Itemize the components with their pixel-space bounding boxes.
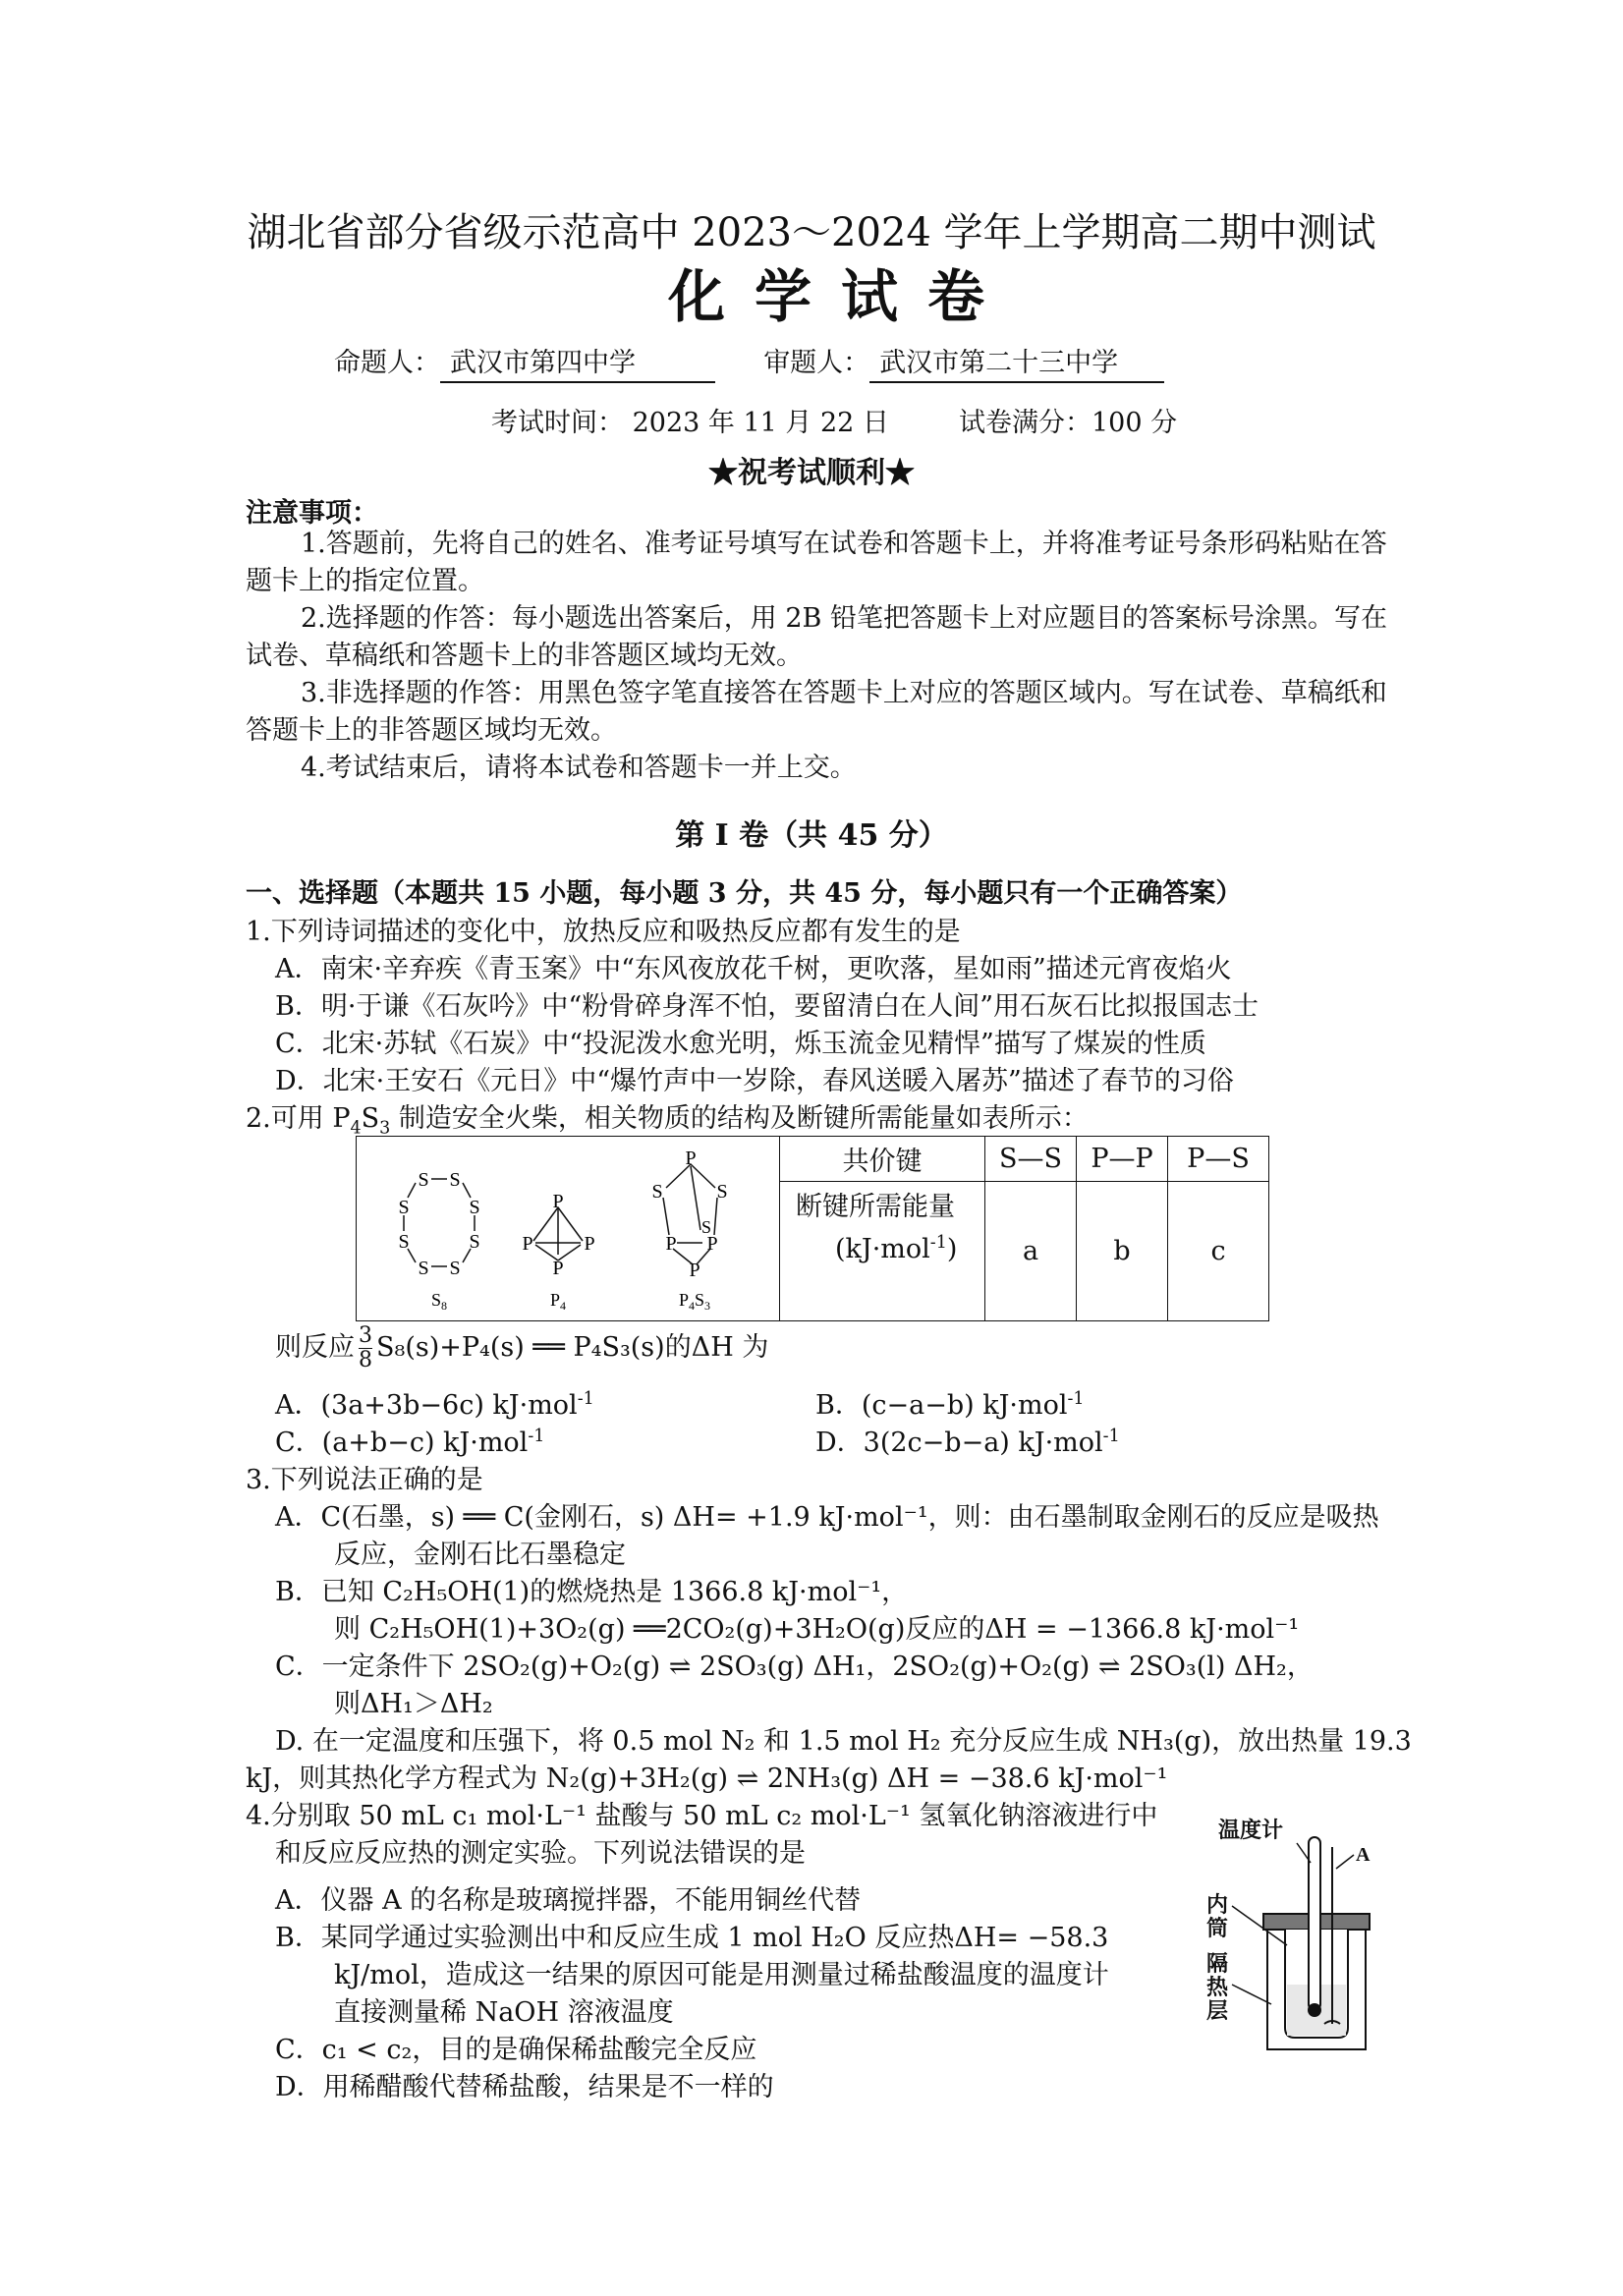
q1-stem: 1.下列诗词描述的变化中，放热反应和吸热反应都有发生的是 — [246, 917, 961, 947]
inner-cup-label-2: 筒 — [1206, 1916, 1229, 1940]
structure-cell — [357, 1137, 780, 1321]
stirrer-label: A — [1356, 1844, 1371, 1866]
calorimeter-figure — [1189, 1808, 1385, 2063]
notice-item-3: 3.非选择题的作答：用黑色签字笔直接答在答题卡上对应的答题区域内。写在试卷、草稿纸和答题卡上的非答题区域均无效。 — [246, 678, 1387, 746]
reviewer-value: 武汉市第二十三中学 — [869, 341, 1164, 383]
q2-reaction-pre: 则反应 — [275, 1332, 355, 1363]
q1-option-d: D．北宋·王安石《元日》中“爆竹声中一岁除，春风送暖入屠苏”描述了春节的习俗 — [275, 1066, 1234, 1096]
notice-item-1: 1.答题前，先将自己的姓名、准考证号填写在试卷和答题卡上，并将准考证号条形码粘贴在答题卡上的指定位置。 — [246, 529, 1387, 596]
notice-item-2: 2.选择题的作答：每小题选出答案后，用 2B 铅笔把答题卡上对应题目的答案标号涂黑。写在试卷、草稿纸和答题卡上的非答题区域均无效。 — [246, 603, 1387, 671]
p4s3-atom: S — [700, 1217, 712, 1237]
s8-atom: S — [449, 1169, 461, 1191]
table-row-label-line2: (kJ·mol$^{-1}$) — [835, 1232, 958, 1264]
thermometer-bulb — [1309, 2004, 1320, 2016]
p4-atom: P — [552, 1258, 564, 1279]
q3-option-c-line2: 则ΔH₁＞ΔH₂ — [334, 1689, 493, 1719]
bond-energy-table — [356, 1136, 1269, 1321]
q2-option-d: D．3(2c−b−a) kJ·mol$^{-1}$ — [815, 1427, 1120, 1458]
s8-label: $S_8$ — [430, 1290, 448, 1313]
q2-option-c: C．(a+b−c) kJ·mol$^{-1}$ — [275, 1427, 545, 1458]
p4-atom: P — [584, 1233, 595, 1255]
subject-title: 化学试卷 — [667, 263, 1014, 330]
molecule-structures — [357, 1137, 779, 1314]
q3-option-b-line1: B．已知 C₂H₅OH(1)的燃烧热是 1366.8 kJ·mol⁻¹， — [275, 1577, 909, 1607]
p4s3-atom: P — [689, 1260, 700, 1281]
author-line — [334, 341, 1164, 383]
q2-reaction — [275, 1324, 768, 1372]
s8-structure — [398, 1169, 479, 1313]
p4-label: $P_4$ — [549, 1290, 567, 1313]
q2-option-b: B．(c−a−b) kJ·mol$^{-1}$ — [815, 1389, 1085, 1421]
q2-stem-sub2: 3 — [379, 1118, 391, 1139]
frac-numerator: 3 — [359, 1323, 372, 1348]
q3-option-c-line1: C．一定条件下 2SO₂(g)+O₂(g) ⇌ 2SO₃(g) ΔH₁，2SO₂(g)+O₂(g) ⇌ 2SO₃(l) ΔH₂， — [275, 1652, 1314, 1682]
p4s3-atom: P — [685, 1148, 697, 1169]
insulation-label-1: 隔 — [1206, 1951, 1229, 1976]
q4-option-b-line3: 直接测量稀 NaOH 溶液温度 — [334, 1997, 674, 2028]
q1-option-a: A．南宋·辛弃疾《青玉案》中“东风夜放花千树，更吹落，星如雨”描述元宵夜焰火 — [275, 954, 1232, 984]
q4-option-d: D．用稀醋酸代替稀盐酸，结果是不一样的 — [275, 2072, 774, 2102]
p4-atom: P — [522, 1233, 533, 1255]
insulation-label-2: 热 — [1206, 1975, 1229, 1999]
p4-atom: P — [552, 1191, 564, 1212]
table-header-ps: P—S — [1168, 1137, 1269, 1182]
table-row-label-line1: 断键所需能量 — [796, 1191, 955, 1222]
author-label: 命题人： — [334, 348, 440, 378]
q4-stem-line1: 4.分别取 50 mL c₁ mol·L⁻¹ 盐酸与 50 mL c₂ mol·L⁻¹ 氢氧化钠溶液进行中 — [246, 1801, 1158, 1831]
reviewer-label: 审题人： — [763, 348, 870, 378]
s8-atom: S — [398, 1197, 410, 1218]
author-value: 武汉市第四中学 — [440, 341, 715, 383]
insulation-label-3: 层 — [1206, 1998, 1229, 2023]
table-header-ss: S—S — [985, 1137, 1077, 1182]
p4s3-atom: P — [706, 1233, 718, 1255]
s8-atom: S — [469, 1197, 480, 1218]
thermometer-label: 温度计 — [1218, 1818, 1284, 1842]
table-value-ps: c — [1168, 1181, 1269, 1320]
frac-denominator: 8 — [359, 1348, 372, 1372]
q2-stem-post: 制造安全火柴，相关物质的结构及断键所需能量如表所示： — [390, 1103, 1089, 1134]
table-value-ss: a — [985, 1181, 1077, 1320]
inner-cup-label-1: 内 — [1206, 1892, 1229, 1917]
s8-atom: S — [398, 1231, 410, 1253]
table-header-pp: P—P — [1077, 1137, 1168, 1182]
q4-stem-line2: 和反应反应热的测定实验。下列说法错误的是 — [275, 1838, 806, 1869]
notice-title: 注意事项： — [246, 498, 378, 529]
p4s3-atom: S — [651, 1181, 663, 1203]
p4s3-atom: S — [716, 1181, 728, 1203]
s8-atom: S — [449, 1258, 461, 1279]
table-header-bond: 共价键 — [780, 1137, 985, 1182]
q1-option-c: C．北宋·苏轼《石炭》中“投泥泼水愈光明，烁玉流金见精悍”描写了煤炭的性质 — [275, 1029, 1206, 1059]
blessing: ★祝考试顺利★ — [708, 456, 915, 490]
q3-option-d-line1: D. 在一定温度和压强下，将 0.5 mol N₂ 和 1.5 mol H₂ 充分反应生成 NH₃(g)，放出热量 19.3 — [275, 1726, 1412, 1757]
p4s3-label: $P_4S_3$ — [678, 1290, 711, 1313]
table-row-label — [780, 1181, 985, 1320]
q2-stem-mid: S — [361, 1103, 380, 1134]
s8-atom: S — [418, 1258, 429, 1279]
p4s3-atom: P — [665, 1233, 677, 1255]
q3-stem: 3.下列说法正确的是 — [246, 1465, 483, 1495]
thermometer — [1309, 1837, 1320, 2010]
q2-stem-sub1: 4 — [350, 1118, 362, 1139]
q4-option-a: A．仪器 A 的名称是玻璃搅拌器，不能用铜丝代替 — [275, 1885, 862, 1916]
full-score: 试卷满分：100 分 — [959, 408, 1178, 438]
exam-title: 湖北省部分省级示范高中 2023～2024 学年上学期高二期中测试 — [247, 210, 1376, 255]
part1-title: 第 I 卷（共 45 分） — [675, 818, 948, 853]
q1-option-b: B．明·于谦《石灰吟》中“粉骨碎身浑不怕，要留清白在人间”用石灰石比拟报国志士 — [275, 991, 1259, 1022]
q4-option-c: C．c₁ < c₂，目的是确保稀盐酸完全反应 — [275, 2035, 757, 2065]
s8-atom: S — [469, 1231, 480, 1253]
q2-option-a: A．(3a+3b−6c) kJ·mol$^{-1}$ — [275, 1389, 594, 1421]
section-title: 一、选择题（本题共 15 小题，每小题 3 分，共 45 分，每小题只有一个正确答案） — [246, 878, 1243, 909]
exam-time: 考试时间： 2023 年 11 月 22 日 — [491, 408, 889, 438]
p4s3-structure — [651, 1148, 727, 1313]
p4-structure — [522, 1191, 594, 1313]
fraction-3-8 — [359, 1324, 372, 1372]
notice-item-4: 4.考试结束后，请将本试卷和答题卡一并上交。 — [301, 753, 857, 783]
q4-option-b-line1: B．某同学通过实验测出中和反应生成 1 mol H₂O 反应热ΔH= −58.3 — [275, 1923, 1109, 1953]
q2-stem — [246, 1096, 1089, 1138]
q2-stem-pre: 2.可用 P — [246, 1103, 351, 1134]
q2-reaction-post: S₈(s)+P₄(s) ══ P₄S₃(s)的ΔH 为 — [376, 1332, 769, 1363]
q3-option-a-line2: 反应，金刚石比石墨稳定 — [334, 1540, 626, 1570]
q3-option-d-line2: kJ，则其热化学方程式为 N₂(g)+3H₂(g) ⇌ 2NH₃(g) ΔH = −38.6 kJ·mol⁻¹ — [246, 1764, 1168, 1794]
table-value-pp: b — [1077, 1181, 1168, 1320]
s8-atom: S — [418, 1169, 429, 1191]
q3-option-b-line2: 则 C₂H₅OH(1)+3O₂(g) ══2CO₂(g)+3H₂O(g)反应的ΔH = −1366.8 kJ·mol⁻¹ — [334, 1614, 1300, 1645]
q4-option-b-line2: kJ/mol，造成这一结果的原因可能是用测量过稀盐酸温度的温度计 — [334, 1960, 1109, 1990]
q3-option-a-line1: A．C(石墨，s) ══ C(金刚石，s) ΔH= +1.9 kJ·mol⁻¹，则：由石墨制取金刚石的反应是吸热 — [275, 1502, 1379, 1533]
